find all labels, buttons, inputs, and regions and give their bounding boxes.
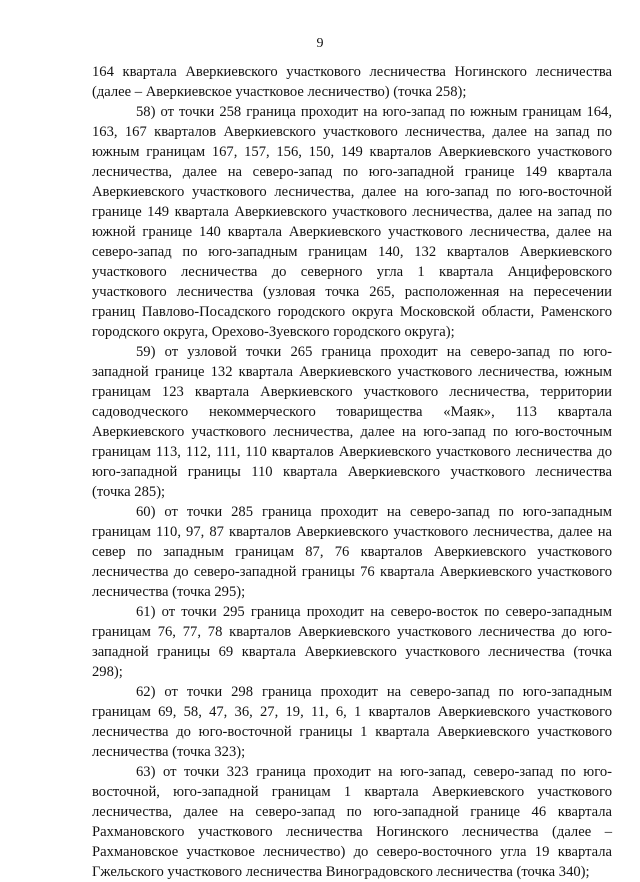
paragraph-item-59: 59) от узловой точки 265 граница проходит на северо-запад по юго-западной границе 132 квартала Аверкиевского участкового лесничества, южным границам 123 квартала Аверкиевского участкового лесничества, территории садоводческого некоммерческого товарищества «Маяк», 113 квартала Аверкиевского участкового лесничества, далее на юго-запад по юго-восточным границам 113, 112, 111, 110 кварталов Аверкиевского участкового лесничества до юго-западной границы 110 квартала Аверкиевского участкового лесничества (точка 285);	[92, 344, 612, 500]
document-body	[92, 62, 612, 882]
paragraph-item-60: 60) от точки 285 граница проходит на северо-запад по юго-западным границам 110, 97, 87 кварталов Аверкиевского участкового лесничества, далее на север по западным границам 87, 76 кварталов Аверкиевского участкового лесничества до северо-западной границы 76 квартала Аверкиевского участкового лесничества (точка 295);	[92, 504, 612, 600]
page-number: 9	[316, 36, 324, 51]
paragraph-item-61: 61) от точки 295 граница проходит на северо-восток по северо-западным границам 76, 77, 78 кварталов Аверкиевского участкового лесничества до юго-западной границы 69 квартала Аверкиевского участкового лесничества (точка 298);	[92, 604, 612, 680]
paragraph-item-58: 58) от точки 258 граница проходит на юго-запад по южным границам 164, 163, 167 кварталов Аверкиевского участкового лесничества, далее на запад по южным границам 167, 157, 156, 150, 149 кварталов Аверкиевского участкового лесничества, далее на северо-запад по юго-западной границе 149 квартала Аверкиевского участкового лесничества, далее на юго-запад по юго-восточной границе 149 квартала Аверкиевского участкового лесничества, далее на запад по южной границе 140 квартала Аверкиевского участкового лесничества, далее на северо-запад по юго-западным границам 140, 132 кварталов Аверкиевского участкового лесничества до северного угла 1 квартала Анциферовского участкового лесничества (узловая точка 265, расположенная на пересечении границ Павлово-Посадского городского округа Московской области, Раменского городского округа, Орехово-Зуевского городского округа);	[92, 104, 612, 340]
paragraph-continuation: 164 квартала Аверкиевского участкового лесничества Ногинского лесничества (далее – Аверкиевское участковое лесничество) (точка 258);	[92, 64, 612, 100]
paragraph-item-62: 62) от точки 298 граница проходит на северо-запад по юго-западным границам 69, 58, 47, 36, 27, 19, 11, 6, 1 кварталов Аверкиевского участкового лесничества до юго-восточной границы 1 квартала Аверкиевского участкового лесничества (точка 323);	[92, 684, 612, 760]
paragraph-item-63: 63) от точки 323 граница проходит на юго-запад, северо-запад по юго-восточной, юго-западной границам 1 квартала Аверкиевского участкового лесничества, далее на северо-запад по юго-западной границе 46 квартала Рахмановского участкового лесничества Ногинского лесничества (далее – Рахмановское участковое лесничество) до северо-восточного угла 19 квартала Гжельского участкового лесничества Виноградовского лесничества (точка 340);	[92, 764, 612, 880]
